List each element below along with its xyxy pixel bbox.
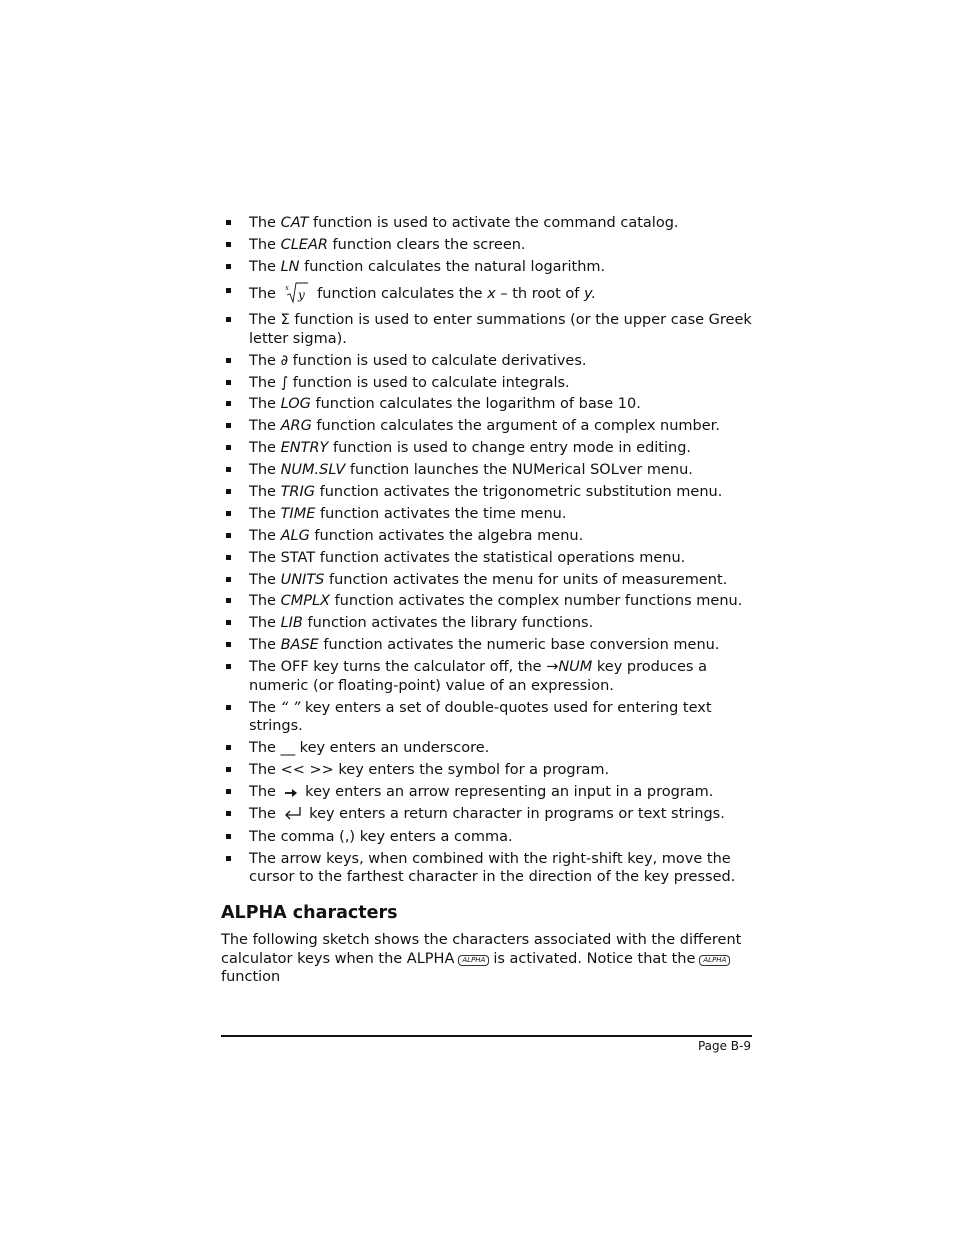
program-arrow-icon <box>284 788 298 798</box>
list-item: The key enters a return character in programs or text strings. <box>221 805 756 824</box>
list-item: The OFF key turns the calculator off, the →NUM key produces a numeric (or floating-point) value of an expression. <box>221 658 756 695</box>
list-item: The __ key enters an underscore. <box>221 739 756 758</box>
list-item: The TRIG function activates the trigonometric substitution menu. <box>221 483 756 502</box>
list-item: The arrow keys, when combined with the right-shift key, move the cursor to the farthest character in the direction of the key pressed. <box>221 850 756 887</box>
list-item: The NUM.SLV function launches the NUMerical SOLver menu. <box>221 461 756 480</box>
list-item: The x y function calculates the x – th root of y. <box>221 282 756 304</box>
list-item: The TIME function activates the time menu. <box>221 505 756 524</box>
list-item: The LIB function activates the library functions. <box>221 614 756 633</box>
alpha-key-icon: ALPHA <box>699 955 730 966</box>
return-icon <box>284 806 302 820</box>
list-item: The ALG function activates the algebra menu. <box>221 527 756 546</box>
list-item: The “ ” key enters a set of double-quotes used for entering text strings. <box>221 699 756 736</box>
page-number: Page B-9 <box>697 1039 751 1053</box>
svg-text:x: x <box>284 284 289 293</box>
list-item: The CMPLX function activates the complex number functions menu. <box>221 592 756 611</box>
list-item: The ∂ function is used to calculate derivatives. <box>221 352 756 371</box>
list-item: The STAT function activates the statistical operations menu. <box>221 549 756 568</box>
list-item: The key enters an arrow representing an input in a program. <box>221 783 756 802</box>
footer-divider <box>221 1035 752 1037</box>
list-item: The CAT function is used to activate the command catalog. <box>221 214 756 233</box>
list-item: The ARG function calculates the argument of a complex number. <box>221 417 756 436</box>
list-item: The << >> key enters the symbol for a program. <box>221 761 756 780</box>
list-item: The comma (,) key enters a comma. <box>221 828 756 847</box>
alpha-key-icon: ALPHA <box>458 955 489 966</box>
svg-text:y: y <box>297 288 305 303</box>
list-item: The LOG function calculates the logarithm of base 10. <box>221 395 756 414</box>
xth-root-icon <box>285 282 309 304</box>
list-item: The BASE function activates the numeric base conversion menu. <box>221 636 756 655</box>
section-paragraph: The following sketch shows the characters associated with the different calculator keys when the ALPHA ALPHA is activated. Notice that the ALPHAfunction <box>221 932 742 985</box>
list-item: The Σ function is used to enter summations (or the upper case Greek letter sigma). <box>221 311 756 348</box>
list-item: The CLEAR function clears the screen. <box>221 236 756 255</box>
list-item: The LN function calculates the natural logarithm. <box>221 258 756 277</box>
list-item: The ENTRY function is used to change entry mode in editing. <box>221 439 756 458</box>
function-list <box>221 214 756 890</box>
list-item: The UNITS function activates the menu for units of measurement. <box>221 571 756 590</box>
list-item: The ∫ function is used to calculate integrals. <box>221 374 756 393</box>
section-heading: ALPHA characters <box>221 903 398 923</box>
